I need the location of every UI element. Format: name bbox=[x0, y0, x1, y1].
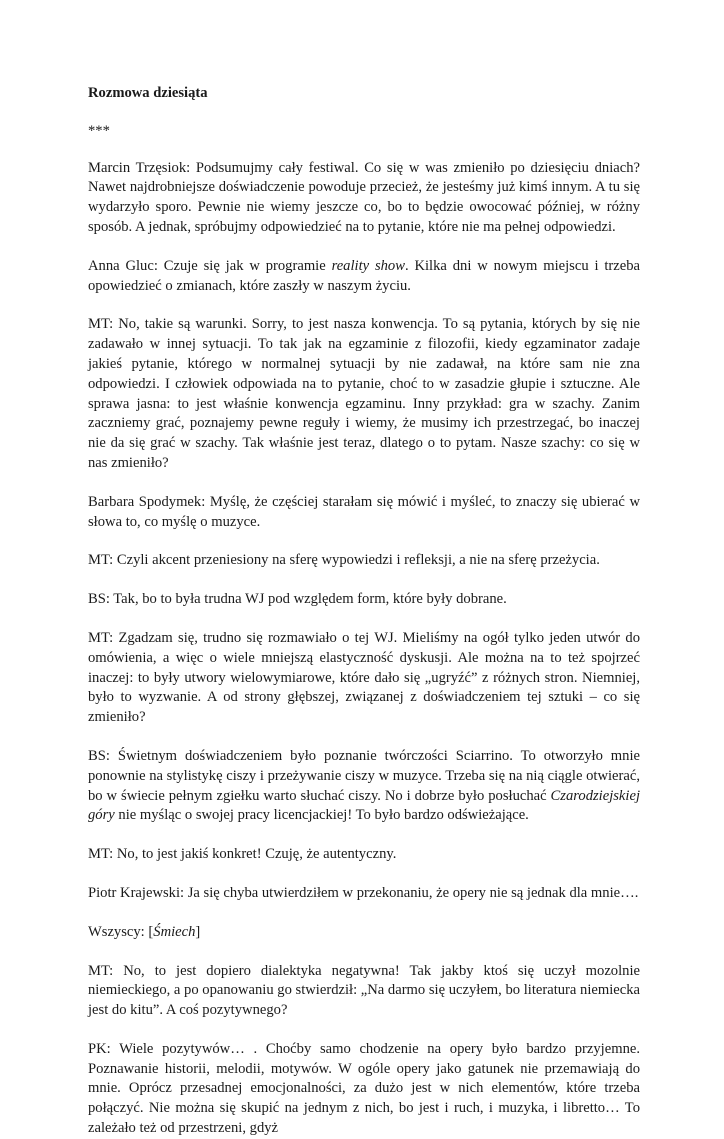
speaker-name: Barbara Spodymek: bbox=[88, 493, 206, 510]
italic-text: Czarodziejskiej góry bbox=[88, 787, 640, 824]
paragraph-text: nie myśląc o swojej pracy licencjackiej! To było bardzo odświeżające. bbox=[114, 807, 529, 824]
italic-text: reality show bbox=[331, 257, 405, 274]
paragraph-5 bbox=[88, 551, 640, 571]
speaker-name: BS: bbox=[88, 591, 110, 608]
section-separator: *** bbox=[88, 122, 110, 139]
paragraph-text: Ja się chyba utwierdziłem w przekonaniu, że opery nie są jednak dla mnie…. bbox=[184, 884, 639, 901]
paragraph-text: [ bbox=[144, 923, 154, 940]
paragraph-8 bbox=[88, 747, 640, 826]
speaker-name: MT: bbox=[88, 552, 114, 569]
paragraph-text: Czyli akcent przeniesiony na sferę wypowiedzi i refleksji, a nie na sferę przeżycia. bbox=[113, 552, 600, 569]
paragraph-4 bbox=[88, 493, 640, 533]
speaker-name: Anna Gluc: bbox=[88, 257, 158, 274]
paragraph-9 bbox=[88, 845, 640, 865]
paragraph-7 bbox=[88, 629, 640, 728]
paragraph-10 bbox=[88, 884, 640, 904]
speaker-name: MT: bbox=[88, 629, 114, 646]
paragraph-2 bbox=[88, 257, 640, 297]
paragraph-3 bbox=[88, 315, 640, 473]
paragraph-text: Tak, bo to była trudna WJ pod względem form, które były dobrane. bbox=[109, 591, 507, 608]
document-body bbox=[88, 84, 640, 1139]
speaker-name: Piotr Krajewski: bbox=[88, 884, 185, 901]
speaker-name: MT: bbox=[88, 962, 114, 979]
paragraph-text: Myślę, że częściej starałam się mówić i myśleć, to znaczy się ubierać w słowa to, co myślę o muzyce. bbox=[88, 493, 640, 530]
paragraph-text: . Kilka dni w nowym miejscu i trzeba opowiedzieć o zmianach, które zaszły w naszym życiu. bbox=[88, 257, 641, 294]
paragraph-text: Świetnym doświadczeniem było poznanie twórczości Sciarrino. To otworzyło mnie ponownie na stylistykę ciszy i przeżywanie ciszy w muzyce. Trzeba się na nią ciągle otwierać, bo w świecie pełnym zgiełku warto słuchać ciszy. No i dobrze było posłuchać bbox=[88, 747, 640, 804]
speaker-name: MT: bbox=[88, 846, 114, 863]
speaker-name: Wszyscy: bbox=[88, 923, 145, 940]
speaker-name: BS: bbox=[88, 747, 110, 764]
speaker-name: Marcin Trzęsiok: bbox=[88, 159, 191, 176]
italic-text: Śmiech bbox=[153, 923, 196, 940]
paragraph-text: ] bbox=[195, 923, 201, 940]
paragraph-text: No, to jest dopiero dialektyka negatywna! Tak jakby ktoś się uczył mozolnie niemieckiego, a po opanowaniu go stwierdził: „Na darmo się uczyłem, bo literatura niemiecka jest do kitu”. A coś pozytywnego? bbox=[88, 962, 640, 1019]
paragraph-text: Zgadzam się, trudno się rozmawiało o tej WJ. Mieliśmy na ogół tylko jeden utwór do omówienia, a więc o wiele mniejszą elastyczność dyskusji. Ale można na to też spojrzeć inaczej: to były utwory wielowymiarowe, które dało się „ugryźć” z różnych stron. Niemniej, było to wyzwanie. A od strony głębszej, związanej z doświadczeniem tej sztuki – co się zmieniło? bbox=[88, 629, 640, 726]
paragraph-1 bbox=[88, 159, 640, 238]
document-title: Rozmowa dziesiąta bbox=[88, 85, 208, 101]
paragraph-11 bbox=[88, 923, 640, 943]
paragraph-text: No, to jest jakiś konkret! Czuję, że autentyczny. bbox=[113, 846, 397, 863]
paragraph-text: Czuje się jak w programie bbox=[157, 257, 332, 274]
paragraph-6 bbox=[88, 590, 640, 610]
paragraph-12 bbox=[88, 962, 640, 1021]
paragraph-text: Wiele pozytywów… . Choćby samo chodzenie na opery było bardzo przyjemne. Poznawanie historii, melodii, motywów. W ogóle opery jako gatunek nie przemawiają do mnie. Oprócz przesadnej emocjonalności, za dużo jest w nich elementów, które trzeba połączyć. Nie można się skupić na jednym z nich, bo jest i ruch, i muzyka, i libretto… To zależało też od przestrzeni, gdyż bbox=[88, 1040, 640, 1137]
speaker-name: MT: bbox=[88, 316, 114, 333]
paragraph-text: Podsumujmy cały festiwal. Co się w was zmieniło po dziesięciu dniach? Nawet najdrobniejsze doświadczenie powoduje przecież, że jesteśmy już kimś innym. A tu się wydarzyło sporo. Pewnie nie wiemy jeszcze co, bo to będzie owocować później, w różny sposób. A jednak, spróbujmy odpowiedzieć na to pytanie, które nie ma pełnej odpowiedzi. bbox=[88, 159, 640, 235]
paragraph-text: No, takie są warunki. Sorry, to jest nasza konwencja. To są pytania, których by się nie zadawało w innej sytuacji. To tak jak na egzaminie z filozofii, kiedy egzaminator zadaje jakieś pytanie, którego w normalnej sytuacji by nie zadawał, na które sam nie zna odpowiedzi. I człowiek odpowiada na to pytanie, choć to w zasadzie głupie i sztuczne. Ale sprawa jasna: to jest właśnie konwencja egzaminu. Inny przykład: gra w szachy. Zanim zaczniemy grać, poznajemy pewne reguły i wiemy, że musimy ich przestrzegać, bo inaczej nie da się grać w szachy. Tak właśnie jest teraz, dlatego o to pytam. Nasze szachy: co się w nas zmieniło? bbox=[88, 316, 640, 471]
paragraph-13 bbox=[88, 1040, 640, 1139]
speaker-name: PK: bbox=[88, 1040, 111, 1057]
